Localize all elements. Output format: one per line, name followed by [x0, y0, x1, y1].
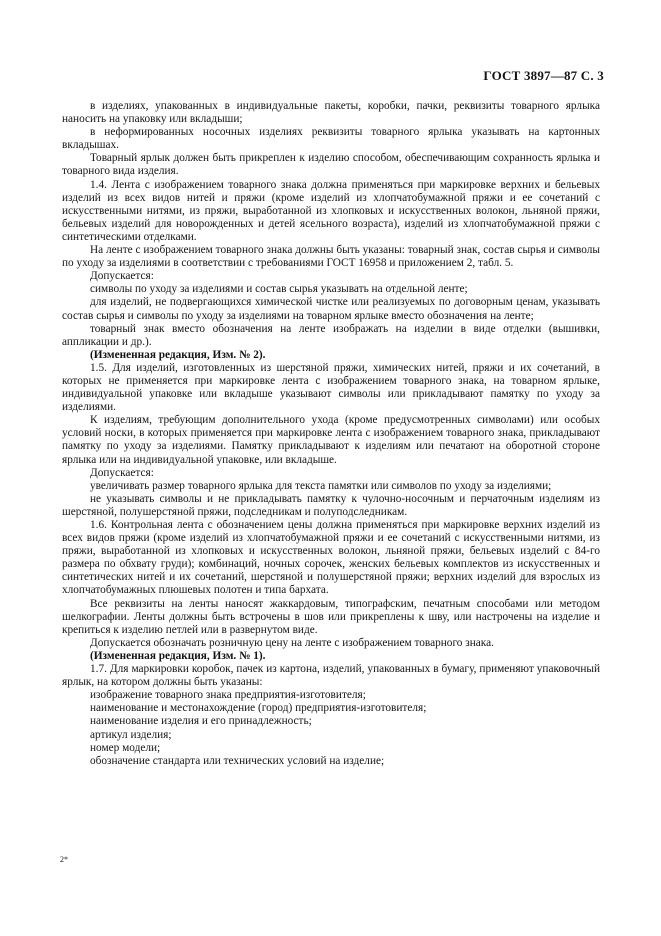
paragraph: 1.7. Для маркировки коробок, пачек из картона, изделий, упакованных в бумагу, применяют упаковочный ярлык, на котором должны быть указаны:	[62, 663, 600, 689]
paragraph: для изделий, не подвергающихся химической чистке или реализуемых по договорным ценам, указывать состав сырья и символы по уходу за изделиями на товарном ярлыке вместо обозначения на ленте;	[62, 296, 600, 322]
paragraph: наименование изделия и его принадлежность;	[90, 715, 312, 728]
paragraph: Допускается:	[90, 270, 154, 283]
paragraph: 1.4. Лента с изображением товарного знака должна применяться при маркировке верхних и бельевых изделий из всех видов нитей и пряжи (кроме изделий из хлопчатобумажной пряжи и ее сочетаний с искусственными нитями, из пряжи, выработанной из хлопковых и искусственных волокон, льняной пряжи, бельевых изделий для новорожденных и детей ясельного возраста), изделий из хлопчатобумажной пряжи с синтетическими отделками.	[62, 178, 600, 243]
paragraph: наименование и местонахождение (город) предприятия-изготовителя;	[90, 702, 427, 715]
paragraph: На ленте с изображением товарного знака должны быть указаны: товарный знак, состав сырья и символы по уходу за изделиями в соответствии с требованиями ГОСТ 16958 и приложением 2, табл. 5.	[62, 244, 600, 270]
paragraph: Допускается:	[90, 466, 154, 479]
paragraph: обозначение стандарта или технических условий на изделие;	[90, 754, 385, 767]
paragraph: Все реквизиты на ленты наносят жаккардовым, типографским, печатным способами или методом шелкографии. Ленты должны быть встрочены в шов или прикреплены к шву, или настрочены на изделие и крепиться к изделию петлей или в развернутом виде.	[62, 597, 600, 636]
paragraph: увеличивать размер товарного ярлыка для текста памятки или символов по уходу за изделиями;	[90, 479, 552, 492]
paragraph: артикул изделия;	[90, 728, 172, 741]
paragraph: 1.5. Для изделий, изготовленных из шерстяной пряжи, химических нитей, пряжи и их сочетаний, в которых не применяется при маркировке лента с изображением товарного знака, на товарном ярлыке, индивидуальной упаковке или вкладыше указывают символы или прикладывают памятку по уходу за изделиями.	[62, 361, 600, 414]
paragraph: 1.6. Контрольная лента с обозначением цены должна применяться при маркировке верхних изделий из всех видов пряжи (кроме изделий из хлопчатобумажной пряжи и ее сочетаний с искусственными нитями, из пряжи, выработанной из хлопковых и искусственных волокон, льняной пряжи, бельевых изделий с 84-го размера по обхвату груди); комбинаций, ночных сорочек, женских бельевых комплектов из искусственных и синтетических нитей и их сочетаний, шерстяной и полушерстяной пряжи; верхних изделий для взрослых из хлопчатобумажных плюшевых полотен и типа бархата.	[62, 519, 600, 597]
paragraph: символы по уходу за изделиями и состав сырья указывать на отдельной ленте;	[90, 283, 468, 296]
paragraph: изображение товарного знака предприятия-изготовителя;	[90, 689, 366, 702]
paragraph: не указывать символы и не прикладывать памятку к чулочно-носочным и перчаточным изделиям из шерстяной, полушерстяной пряжи, подследникам и полуподследникам.	[62, 492, 600, 518]
document-body	[62, 100, 600, 768]
amendment-note: (Измененная редакция, Изм. № 2).	[90, 348, 266, 361]
amendment-note: (Измененная редакция, Изм. № 1).	[90, 649, 266, 662]
paragraph: товарный знак вместо обозначения на ленте изображать на изделии в виде отделки (вышивки, аппликации и др.).	[62, 322, 600, 348]
paragraph: К изделиям, требующим дополнительного ухода (кроме предусмотренных символами) или особых условий носки, в которых применяется при маркировке лента с изображением товарного знака, прикладывают памятку по уходу за изделиями. Памятку прикладывают к изделиям или печатают на оборотной стороне ярлыка или на индивидуальной упаковке, или вкладыше.	[62, 414, 600, 466]
paragraph: в неформированных носочных изделиях реквизиты товарного ярлыка указывать на картонных вкладышах.	[62, 126, 600, 152]
paragraph: Допускается обозначать розничную цену на ленте с изображением товарного знака.	[90, 636, 494, 649]
page-header: ГОСТ 3897—87 С. 3	[483, 68, 604, 83]
page-marker: 2*	[60, 855, 68, 864]
paragraph: Товарный ярлык должен быть прикреплен к изделию способом, обеспечивающим сохранность ярлыка и товарного вида изделия.	[62, 152, 600, 178]
paragraph: в изделиях, упакованных в индивидуальные пакеты, коробки, пачки, реквизиты товарного ярлыка наносить на упаковку или вкладыши;	[62, 100, 600, 126]
paragraph: номер модели;	[90, 741, 161, 754]
